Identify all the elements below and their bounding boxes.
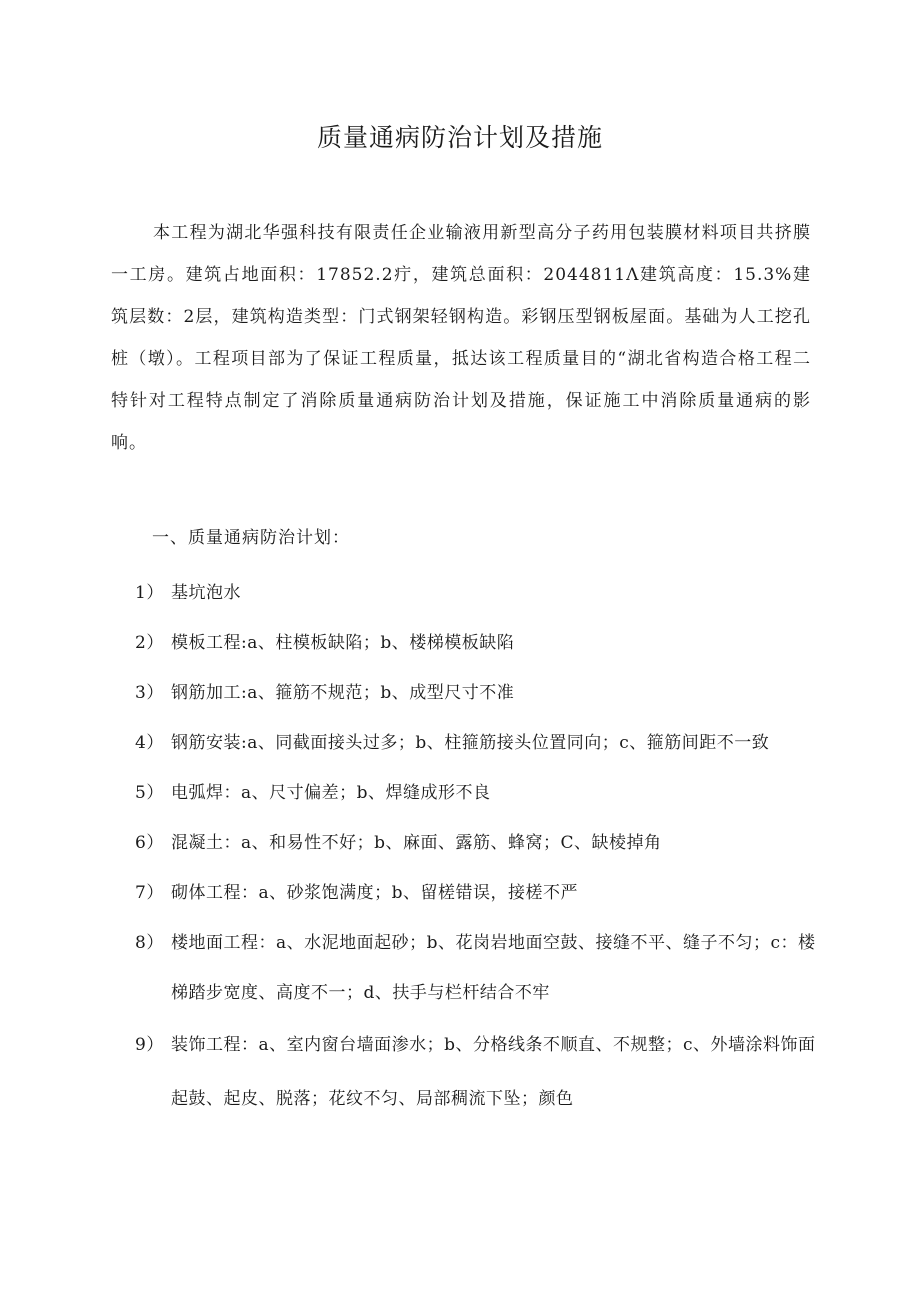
list-item [135, 768, 825, 818]
item-number: 7） [135, 883, 164, 903]
item-number: 8） [135, 933, 164, 953]
document-title: 质量通病防治计划及措施 [316, 123, 603, 152]
item-text: 装饰工程：a、室内窗台墙面渗水；b、分格线条不顺直、不规整；c、外墙涂料饰面起鼓、起皮、脱落；花纹不匀、局部稠流下坠；颜色 [171, 1035, 816, 1109]
item-text: 钢筋加工:a、箍筋不规范；b、成型尺寸不准 [171, 683, 515, 703]
item-text: 混凝土：a、和易性不好；b、麻面、露筋、蜂窝；C、缺棱掉角 [171, 833, 662, 853]
defect-list [135, 568, 825, 1126]
item-text: 电弧焊：a、尺寸偏差；b、焊缝成形不良 [171, 783, 491, 803]
list-item [135, 868, 825, 918]
list-item [135, 568, 825, 618]
list-item [135, 618, 825, 668]
item-number: 5） [135, 783, 164, 803]
item-number: 1） [135, 583, 164, 603]
item-text: 钢筋安装:a、同截面接头过多；b、柱箍筋接头位置同向；c、箍筋间距不一致 [171, 733, 770, 753]
item-number: 2） [135, 633, 164, 653]
list-item [135, 718, 825, 768]
item-number: 4） [135, 733, 164, 753]
intro-paragraph: 本工程为湖北华强科技有限责任企业输液用新型高分子药用包装膜材料项目共挤膜一工房。建筑占地面积：17852.2疔，建筑总面积：2044811Λ建筑高度：15.3%建筑层数：2层，建筑构造类型：门式钢架轻钢构造。彩钢压型钢板屋面。基础为人工挖孔桩（墩）。工程项目部为了保证工程质量，抵达该工程质量目的“湖北省构造合格工程二特针对工程特点制定了消除质量通病防治计划及措施，保证施工中消除质量通病的影响。 [111, 223, 811, 453]
list-item [135, 1018, 825, 1126]
list-item [135, 668, 825, 718]
item-text: 楼地面工程：a、水泥地面起砂；b、花岗岩地面空鼓、接缝不平、缝子不匀；c：楼梯踏步宽度、高度不一；d、扶手与栏杆结合不牢 [171, 933, 816, 1003]
item-number: 9） [135, 1035, 164, 1055]
item-text: 基坑泡水 [171, 583, 241, 603]
item-text: 模板工程:a、柱模板缺陷；b、楼梯模板缺陷 [171, 633, 515, 653]
list-item [135, 818, 825, 868]
item-text: 砌体工程：a、砂浆饱满度；b、留槎错误，接槎不严 [171, 883, 579, 903]
item-number: 6） [135, 833, 164, 853]
section-heading: 一、质量通病防治计划： [152, 528, 350, 548]
item-number: 3） [135, 683, 164, 703]
list-item [135, 918, 825, 1018]
